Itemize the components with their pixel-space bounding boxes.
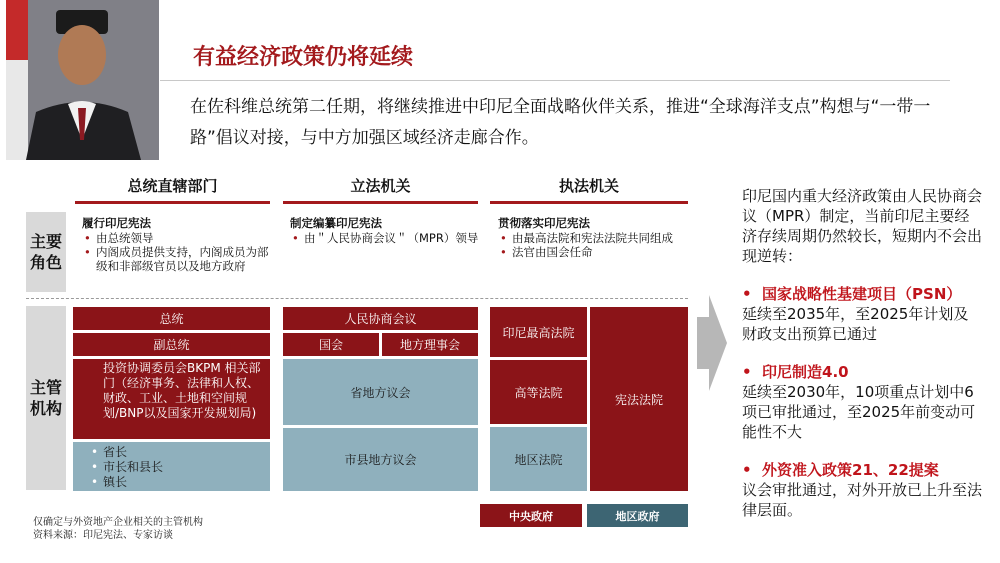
row-label-roles: 主要角色: [26, 212, 66, 292]
side-panel: [742, 186, 982, 520]
list-item: • 由＂人民协商会议＂（MPR）领导: [290, 231, 480, 245]
list-item: • 内阁成员提供支持，内阁成员为部级和非部级官员以及地方政府: [82, 245, 272, 273]
box-president: 总统: [73, 307, 270, 330]
box-provincial-council: 省地方议会: [283, 359, 478, 425]
list-item: • 省长: [89, 445, 270, 460]
column-rule: [283, 201, 478, 204]
right-arrow-icon: [697, 295, 727, 391]
role-legislative: [290, 215, 480, 245]
list-item: • 市长和县长: [89, 460, 270, 475]
role-executive: [82, 215, 272, 273]
role-heading: 贯彻落实印尼宪法: [498, 216, 590, 230]
legend-local: 地区政府: [587, 504, 688, 527]
row-label-authorities: 主管机构: [26, 306, 66, 490]
box-dpd: 地方理事会: [382, 333, 478, 356]
list-item: • 由最高法院和宪法法院共同组成: [498, 231, 683, 245]
box-vice-president: 副总统: [73, 333, 270, 356]
president-portrait: [6, 0, 159, 160]
role-heading: 制定编纂印尼宪法: [290, 216, 382, 230]
intro-paragraph: 在佐科维总统第二任期，将继续推进中印尼全面战略伙伴关系，推进“全球海洋支点”构想与“一带一路”倡议对接，与中方加强区域经济走廊合作。: [190, 97, 931, 148]
box-bkpm: 投资协调委员会BKPM 相关部门（经济事务、法律和人权、财政、工业、土地和空间规划/BNP以及国家开发规划局): [73, 359, 270, 439]
column-header-judicial: 执法机关: [558, 176, 619, 195]
side-intro: 印尼国内重大经济政策由人民协商会议（MPR）制定，当前印尼主要经济存续周期仍然较长，短期内不会出现逆转：: [742, 187, 983, 265]
highlight-title: • 外资准入政策21、22提案: [742, 461, 939, 479]
title-divider: [160, 80, 950, 81]
box-high-court: 高等法院: [490, 360, 587, 424]
box-supreme-court: 印尼最高法院: [490, 307, 587, 357]
role-judicial: [498, 215, 683, 259]
highlight-body: 议会审批通过，对外开放已上升至法律层面。: [742, 481, 983, 519]
footnote: 仅确定与外资地产企业相关的主管机构: [33, 517, 203, 528]
box-city-council: 市县地方议会: [283, 428, 478, 491]
highlight-title: • 印尼制造4.0: [742, 363, 849, 381]
highlight-body: 延续至2030年，10项重点计划中6项已审批通过，至2025年前变动可能性不大: [742, 383, 976, 441]
box-district-court: 地区法院: [490, 427, 587, 491]
highlight-title: • 国家战略性基建项目（PSN）: [742, 285, 962, 303]
list-item: • 镇长: [89, 475, 270, 490]
column-rule: [75, 201, 270, 204]
page-title: 有益经济政策仍将延续: [193, 45, 414, 70]
box-constitutional-court: 宪法法院: [590, 307, 688, 491]
column-header-executive: 总统直辖部门: [127, 176, 218, 195]
section-divider: [26, 298, 688, 299]
box-mpr: 人民协商会议: [283, 307, 478, 330]
column-header-legislative: 立法机关: [350, 176, 411, 195]
list-item: • 法官由国会任命: [498, 245, 683, 259]
source-note: 资料来源：印尼宪法、专家访谈: [33, 530, 173, 541]
role-heading: 履行印尼宪法: [82, 216, 151, 230]
box-local-officials: [73, 442, 270, 491]
highlight-body: 延续至2035年，至2025年计划及财政支出预算已通过: [742, 305, 969, 343]
column-rule: [490, 201, 688, 204]
legend-central: 中央政府: [480, 504, 582, 527]
list-item: • 由总统领导: [82, 231, 272, 245]
box-dpr: 国会: [283, 333, 379, 356]
